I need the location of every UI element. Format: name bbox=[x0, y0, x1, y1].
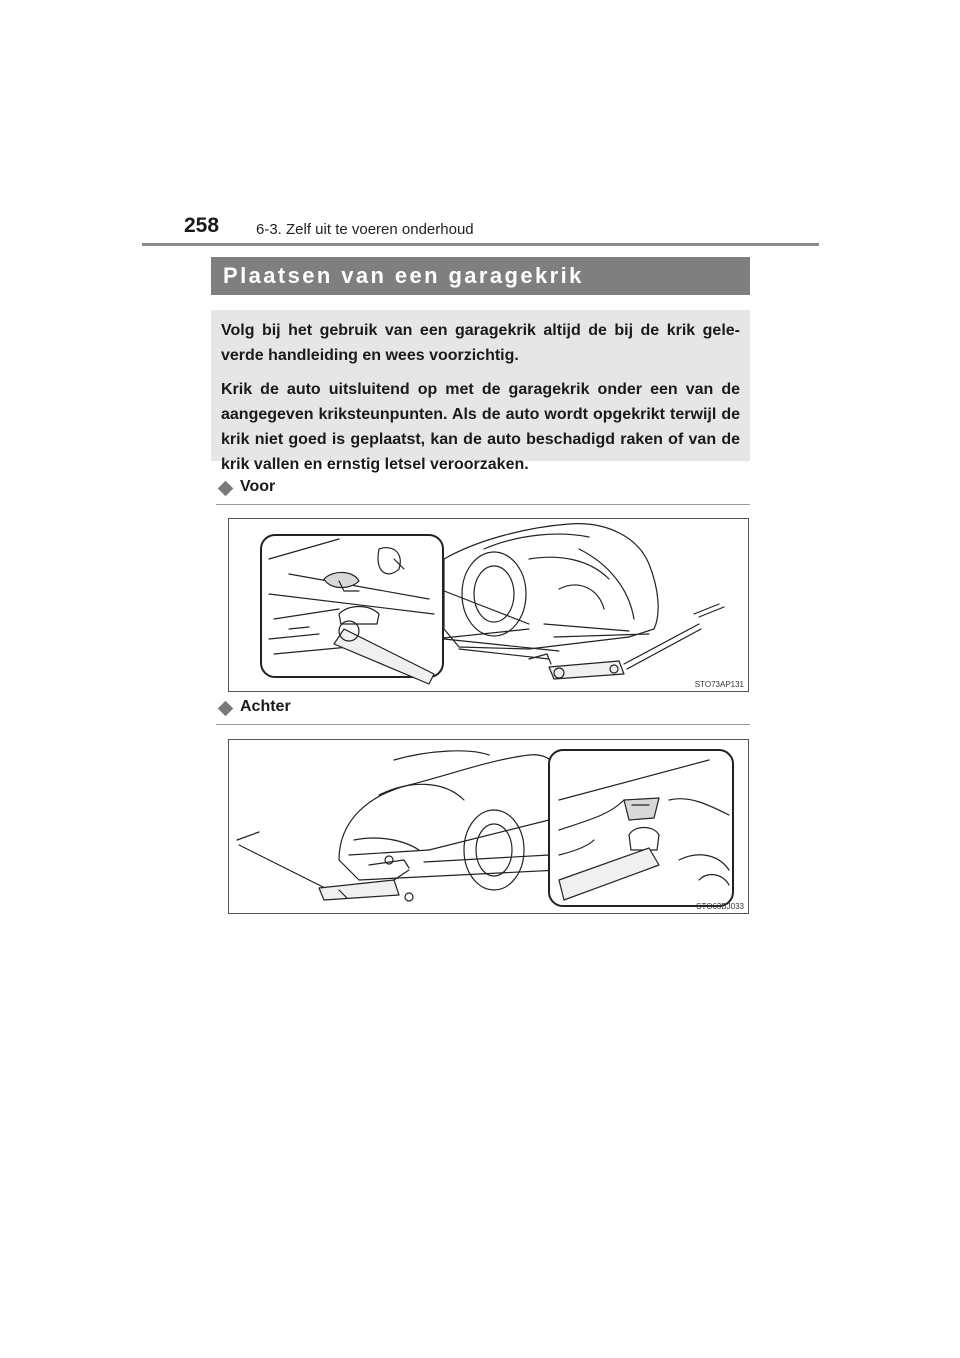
title-bar bbox=[211, 257, 750, 295]
page-number: 258 bbox=[184, 214, 220, 237]
figure-front-code: STO73AP131 bbox=[694, 680, 744, 689]
figure-front bbox=[228, 518, 749, 692]
figure-rear bbox=[228, 739, 749, 914]
notice-box bbox=[211, 310, 750, 473]
figure-rear-code: STO63BJ033 bbox=[696, 902, 744, 911]
rear-jack-illustration bbox=[229, 740, 748, 913]
section-header: 6-3. Zelf uit te voeren onderhoud bbox=[256, 221, 474, 238]
diamond-bullet-icon bbox=[218, 481, 234, 497]
front-jack-illustration bbox=[229, 519, 748, 691]
notice-paragraph-1: Volg bij het gebruik van een garagekrik altijd de bij de krik gele-verde handleiding en wees voorzichtig. bbox=[221, 322, 740, 364]
subhead-rear bbox=[216, 698, 750, 725]
page-title: Plaatsen van een garagekrik bbox=[223, 263, 584, 288]
header-rule bbox=[142, 243, 819, 246]
subhead-front bbox=[216, 478, 750, 505]
notice-paragraph-2: Krik de auto uitsluitend op met de garagekrik onder een van de aangegeven kriksteunpunten. Als de auto wordt opgekrikt terwijl de krik niet goed is geplaatst, kan de auto beschadigd raken of van de krik vallen en ernstig letsel veroorzaken. bbox=[221, 381, 740, 473]
diamond-bullet-icon bbox=[218, 701, 234, 717]
subhead-front-label: Voor bbox=[240, 478, 276, 495]
subhead-rear-label: Achter bbox=[240, 698, 291, 715]
